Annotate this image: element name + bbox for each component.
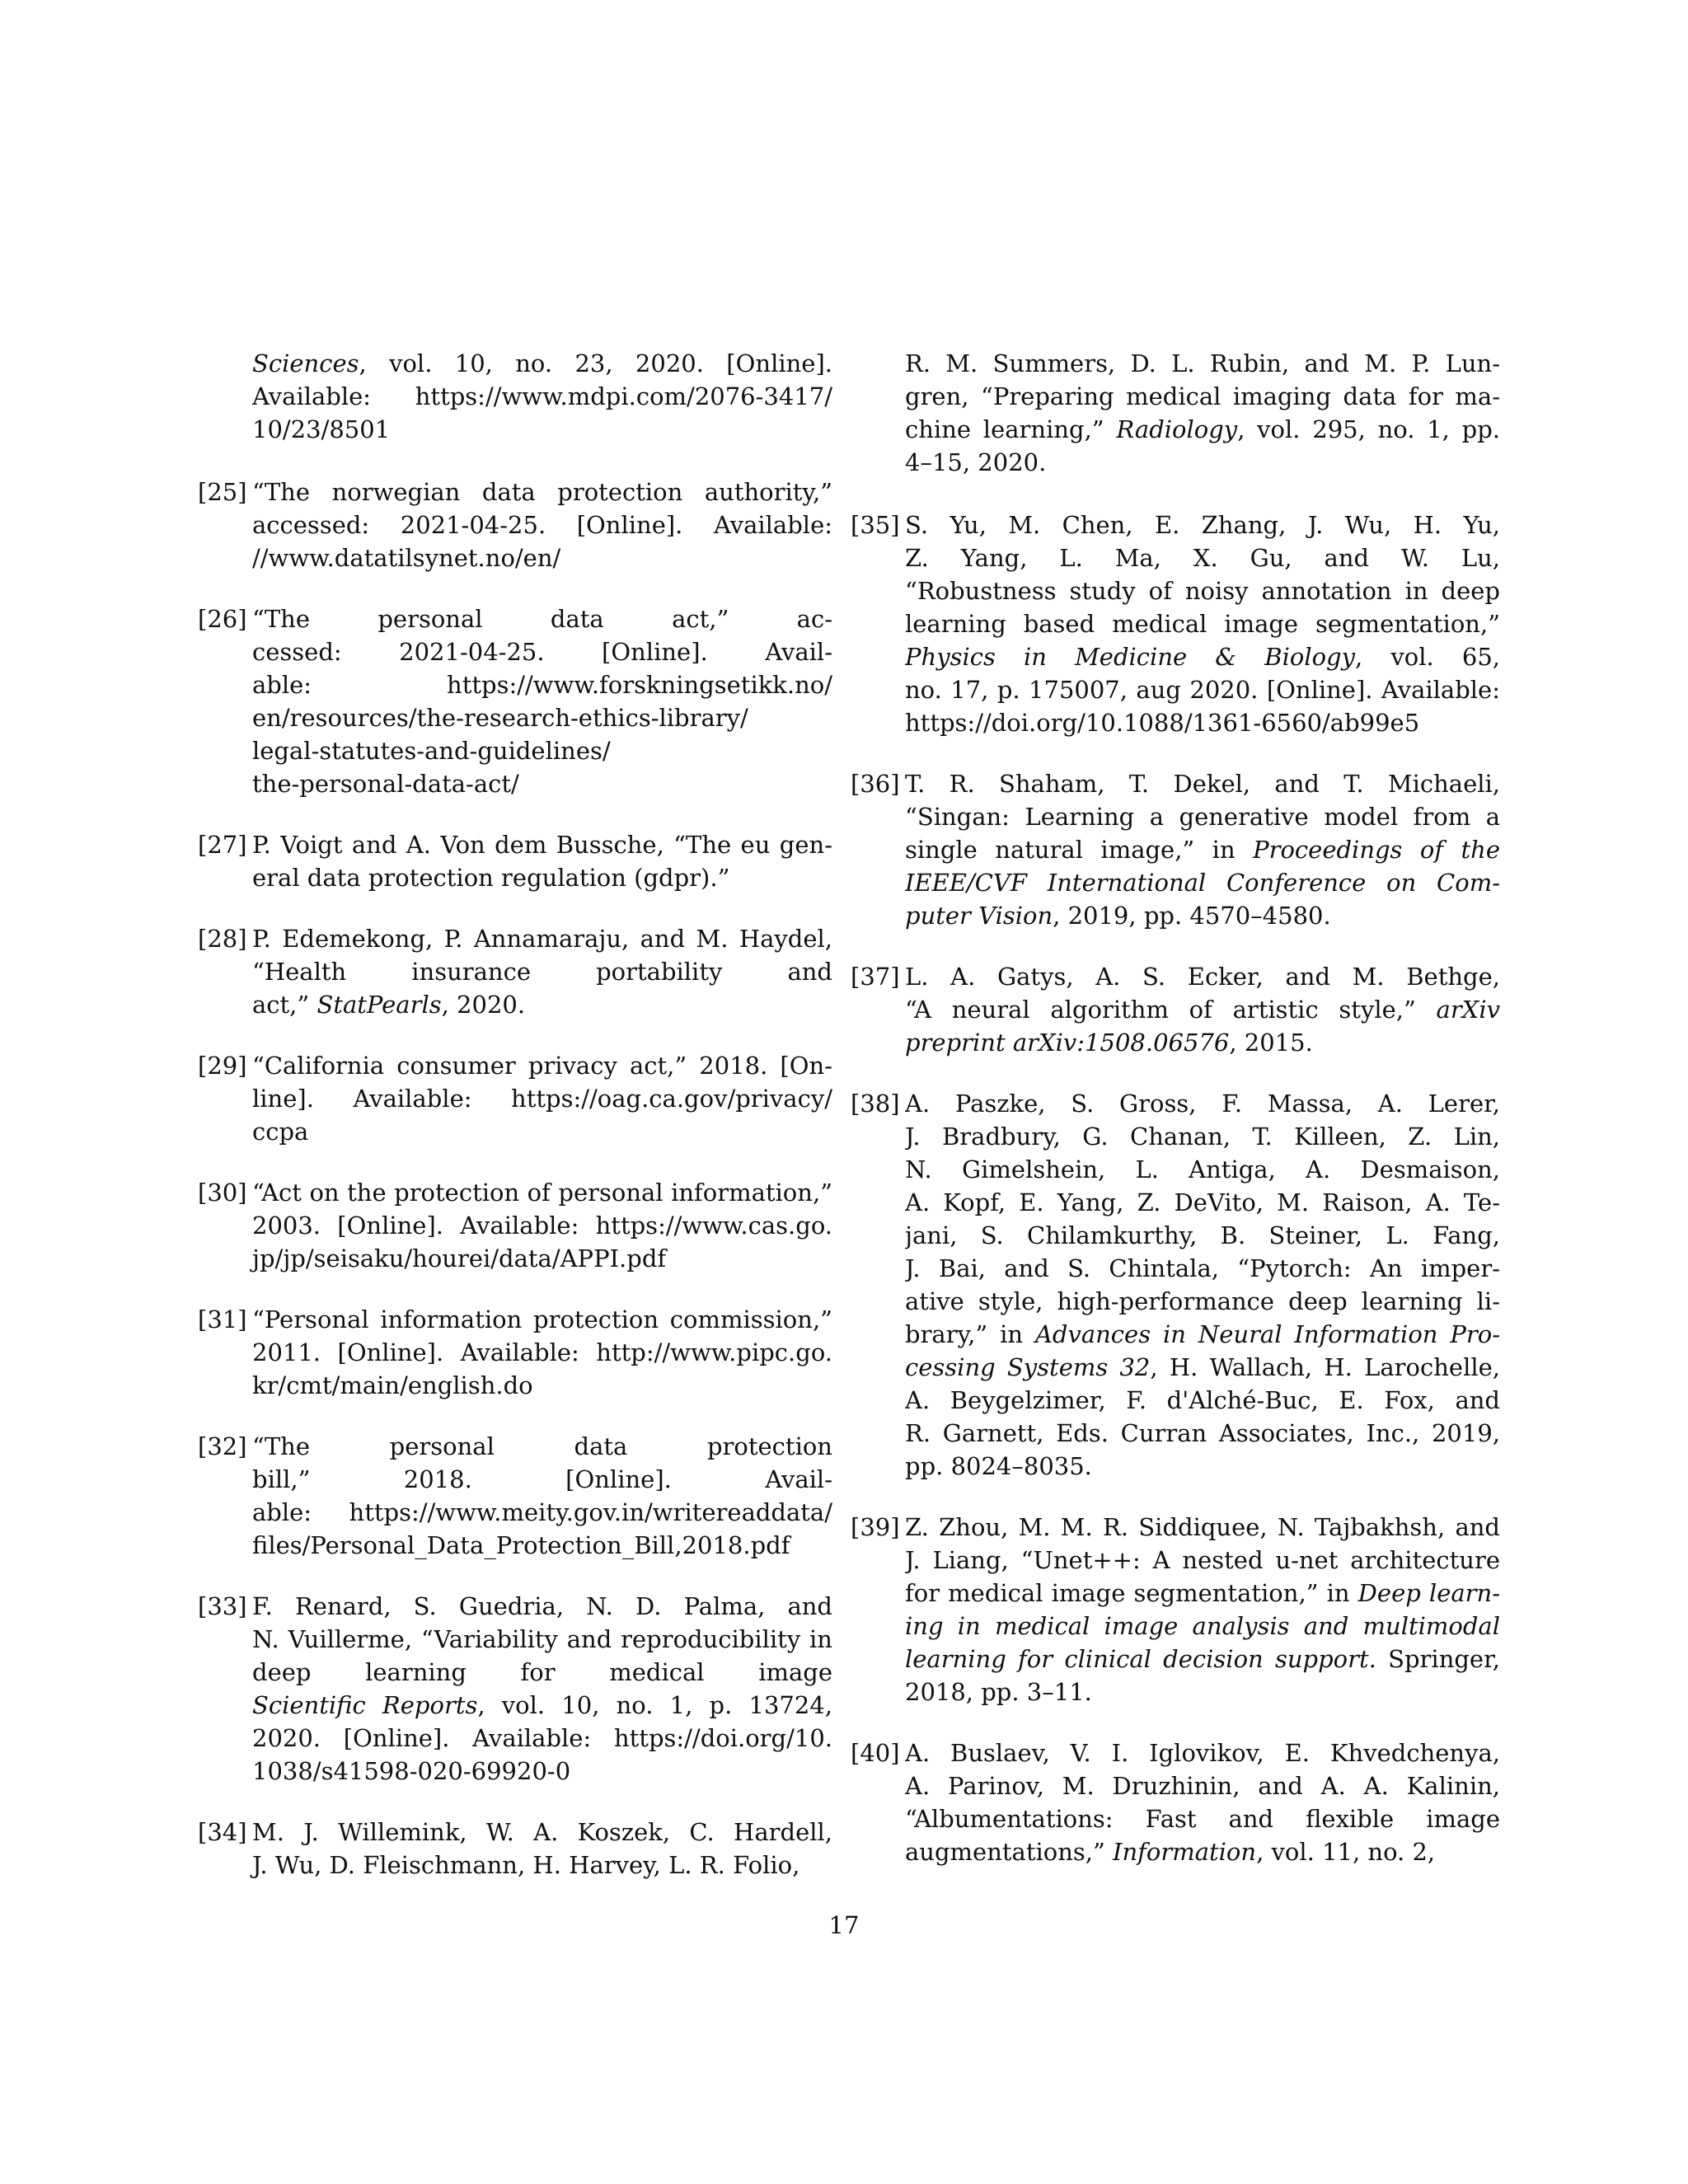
- text: R. Garnett, Eds. Curran Associates, Inc., 2019,: [905, 1419, 1500, 1447]
- reference-entry: [198, 828, 832, 894]
- text: https://doi.org/10.1088/1361-6560/ab99e5: [905, 709, 1420, 737]
- text: ccpa: [252, 1118, 309, 1146]
- reference-line: [905, 1610, 1500, 1643]
- reference-number: [28]: [198, 925, 247, 953]
- reference-line: [252, 347, 832, 380]
- text: 2020. [Online]. Available: https://doi.org/10.: [252, 1724, 832, 1752]
- reference-line: [905, 1153, 1500, 1186]
- text: L. A. Gatys, A. S. Ecker, and M. Bethge,: [905, 963, 1500, 991]
- text: R. M. Summers, D. L. Rubin, and M. P. Lun-: [905, 349, 1500, 377]
- reference-line: [905, 1384, 1500, 1417]
- reference-line: [252, 1849, 832, 1882]
- text: A. Paszke, S. Gross, F. Massa, A. Lerer,: [905, 1090, 1500, 1118]
- reference-number: [34]: [198, 1818, 247, 1846]
- reference-line: [252, 1115, 832, 1148]
- reference-line: [252, 668, 832, 701]
- reference-line: [252, 1755, 832, 1788]
- reference-line: [905, 607, 1500, 640]
- reference-line: [252, 1209, 832, 1242]
- text: J. Bradbury, G. Chanan, T. Killeen, Z. Lin,: [905, 1122, 1500, 1151]
- text: kr/cmt/main/english.do: [252, 1371, 533, 1399]
- reference-entry: [851, 960, 1500, 1059]
- reference-line: [252, 1463, 832, 1496]
- italic-text: Physics in Medicine & Biology: [905, 643, 1356, 671]
- reference-line: [905, 960, 1500, 993]
- reference-number: [27]: [198, 831, 247, 859]
- reference-entry: [851, 767, 1500, 932]
- reference-number: [35]: [851, 511, 900, 539]
- text: able: https://www.meity.gov.in/writereaddata/: [252, 1498, 832, 1526]
- reference-line: [905, 993, 1500, 1026]
- text: for medical image segmentation,” in: [905, 1579, 1358, 1607]
- reference-line: [252, 922, 832, 955]
- reference-line: [252, 955, 832, 988]
- reference-line: [252, 1689, 832, 1722]
- text: 2011. [Online]. Available: http://www.pipc.go.: [252, 1338, 832, 1366]
- reference-line: [252, 1816, 832, 1849]
- reference-number: [33]: [198, 1592, 247, 1620]
- text: act,”: [252, 991, 317, 1019]
- reference-line: [905, 640, 1500, 673]
- reference-line: [905, 1736, 1500, 1769]
- text: brary,” in: [905, 1320, 1035, 1348]
- reference-line: [905, 1417, 1500, 1450]
- reference-line: [252, 602, 832, 635]
- reference-continuation: [198, 347, 832, 446]
- reference-line: [905, 413, 1500, 446]
- reference-number: [40]: [851, 1739, 900, 1767]
- reference-line: [905, 541, 1500, 574]
- reference-number: [30]: [198, 1179, 247, 1207]
- italic-text: arXiv: [1436, 996, 1500, 1024]
- italic-text: StatPearls: [316, 991, 442, 1019]
- text: , H. Wallach, H. Larochelle,: [1150, 1353, 1500, 1381]
- reference-line: [905, 1643, 1500, 1675]
- text: cessed: 2021-04-25. [Online]. Avail-: [252, 638, 832, 666]
- text: F. Renard, S. Guedria, N. D. Palma, and: [252, 1592, 832, 1620]
- reference-line: [252, 413, 832, 446]
- text: M. J. Willemink, W. A. Koszek, C. Hardell,: [252, 1818, 832, 1846]
- reference-line: [252, 767, 832, 800]
- reference-line: [905, 1318, 1500, 1351]
- reference-number: [37]: [851, 963, 900, 991]
- text: A. Parinov, M. Druzhinin, and A. A. Kalinin,: [905, 1772, 1500, 1800]
- reference-line: [252, 1623, 832, 1656]
- reference-line: [252, 1369, 832, 1402]
- text: “Act on the protection of personal information,”: [252, 1179, 832, 1207]
- reference-line: [252, 828, 832, 861]
- reference-line: [905, 1026, 1500, 1059]
- reference-line: [905, 673, 1500, 706]
- reference-line: [905, 446, 1500, 479]
- text: “The personal data act,” ac-: [252, 605, 832, 633]
- reference-line: [252, 1176, 832, 1209]
- text: 4–15, 2020.: [905, 448, 1047, 476]
- text: files/Personal_Data_Protection_Bill,2018.pdf: [252, 1531, 790, 1559]
- reference-entry: [198, 1816, 832, 1882]
- reference-line: [252, 541, 832, 574]
- reference-line: [252, 509, 832, 541]
- text: P. Edemekong, P. Annamaraju, and M. Haydel,: [252, 925, 832, 953]
- reference-entry: [198, 1303, 832, 1402]
- reference-line: [905, 1351, 1500, 1384]
- text: 2018, pp. 3–11.: [905, 1678, 1092, 1706]
- reference-line: [252, 1082, 832, 1115]
- reference-line: [252, 1242, 832, 1275]
- text: A. Kopf, E. Yang, Z. DeVito, M. Raison, A. Te-: [905, 1188, 1500, 1216]
- text: , vol. 295, no. 1, pp.: [1237, 415, 1500, 443]
- text: able: https://www.forskningsetikk.no/: [252, 671, 832, 699]
- text: Z. Zhou, M. M. R. Siddiquee, N. Tajbakhsh, and: [905, 1513, 1500, 1541]
- italic-text: Proceedings of the: [1253, 836, 1500, 864]
- text: eral data protection regulation (gdpr).”: [252, 864, 730, 892]
- italic-text: cessing Systems 32: [905, 1353, 1151, 1381]
- text: “California consumer privacy act,” 2018. [On-: [252, 1052, 832, 1080]
- text: no. 17, p. 175007, aug 2020. [Online]. Available:: [905, 676, 1500, 704]
- reference-line: [905, 1675, 1500, 1708]
- reference-line: [252, 1496, 832, 1529]
- text: gren, “Preparing medical imaging data for ma-: [905, 382, 1500, 410]
- italic-text: puter Vision: [905, 902, 1053, 930]
- text: accessed: 2021-04-25. [Online]. Available:: [252, 511, 832, 539]
- reference-line: [905, 706, 1500, 739]
- text: , 2015.: [1229, 1029, 1313, 1057]
- text: line]. Available: https://oag.ca.gov/privacy/: [252, 1085, 832, 1113]
- text: “The norwegian data protection authority,”: [252, 478, 832, 506]
- text: Available: https://www.mdpi.com/2076-3417/: [252, 382, 832, 410]
- reference-line: [905, 1835, 1500, 1868]
- text: A. Beygelzimer, F. d'Alché-Buc, E. Fox, and: [905, 1386, 1500, 1414]
- reference-number: [29]: [198, 1052, 247, 1080]
- italic-text: Sciences: [252, 349, 359, 377]
- text: augmentations,”: [905, 1838, 1114, 1866]
- text: 2003. [Online]. Available: https://www.cas.go.: [252, 1212, 832, 1240]
- reference-line: [252, 635, 832, 668]
- reference-line: [905, 1087, 1500, 1120]
- reference-continuation: [851, 347, 1500, 479]
- right-column: [851, 347, 1500, 1896]
- reference-entry: [198, 476, 832, 574]
- italic-text: preprint arXiv:1508.06576: [905, 1029, 1230, 1057]
- text: 10/23/8501: [252, 415, 391, 443]
- text: T. R. Shaham, T. Dekel, and T. Michaeli,: [905, 770, 1500, 798]
- text: ative style, high-performance deep learning li-: [905, 1287, 1500, 1315]
- text: jani, S. Chilamkurthy, B. Steiner, L. Fang,: [905, 1221, 1500, 1249]
- italic-text: Deep learn-: [1357, 1579, 1500, 1607]
- reference-line: [252, 1049, 832, 1082]
- text: “Singan: Learning a generative model from a: [905, 803, 1500, 831]
- reference-line: [905, 347, 1500, 380]
- reference-line: [905, 1769, 1500, 1802]
- italic-text: IEEE/CVF International Conference on Com-: [905, 869, 1500, 897]
- reference-line: [905, 767, 1500, 800]
- text: N. Vuillerme, “Variability and reproducibility in: [252, 1625, 832, 1653]
- reference-number: [31]: [198, 1305, 247, 1333]
- text: A. Buslaev, V. I. Iglovikov, E. Khvedchenya,: [905, 1739, 1500, 1767]
- reference-line: [905, 1120, 1500, 1153]
- reference-line: [905, 509, 1500, 541]
- reference-number: [39]: [851, 1513, 900, 1541]
- reference-line: [252, 1529, 832, 1562]
- text: bill,” 2018. [Online]. Avail-: [252, 1465, 832, 1493]
- reference-line: [252, 476, 832, 509]
- text: learning based medical image segmentation,”: [905, 610, 1500, 638]
- reference-number: [38]: [851, 1090, 900, 1118]
- text: “The personal data protection: [252, 1432, 832, 1460]
- text: , 2020.: [441, 991, 526, 1019]
- reference-line: [252, 734, 832, 767]
- reference-line: [252, 988, 832, 1021]
- reference-line: [905, 1802, 1500, 1835]
- reference-entry: [198, 1590, 832, 1788]
- italic-text: learning for clinical decision support.: [905, 1645, 1376, 1673]
- reference-entry: [851, 1736, 1500, 1868]
- text: J. Wu, D. Fleischmann, H. Harvey, L. R. Folio,: [252, 1851, 800, 1879]
- reference-line: [905, 1186, 1500, 1219]
- text: deep learning for medical image: [252, 1658, 832, 1686]
- reference-entry: [198, 922, 832, 1021]
- reference-number: [25]: [198, 478, 247, 506]
- left-column: [198, 347, 832, 1910]
- text: , 2019, pp. 4570–4580.: [1053, 902, 1331, 930]
- reference-line: [905, 1219, 1500, 1252]
- reference-line: [905, 1285, 1500, 1318]
- reference-line: [905, 1577, 1500, 1610]
- reference-line: [252, 1303, 832, 1336]
- text: //www.datatilsynet.no/en/: [252, 544, 561, 572]
- text: legal-statutes-and-guidelines/: [252, 737, 611, 765]
- reference-line: [252, 861, 832, 894]
- italic-text: Advances in Neural Information Pro-: [1034, 1320, 1500, 1348]
- reference-line: [905, 899, 1500, 932]
- page-number: 17: [828, 1911, 860, 1939]
- reference-entry: [851, 509, 1500, 739]
- text: Z. Yang, L. Ma, X. Gu, and W. Lu,: [905, 544, 1500, 572]
- text: the-personal-data-act/: [252, 770, 519, 798]
- reference-line: [905, 574, 1500, 607]
- text: “Health insurance portability and: [252, 958, 832, 986]
- reference-line: [252, 1336, 832, 1369]
- text: J. Bai, and S. Chintala, “Pytorch: An imper-: [905, 1254, 1500, 1282]
- text: N. Gimelshein, L. Antiga, A. Desmaison,: [905, 1155, 1500, 1183]
- reference-line: [905, 1544, 1500, 1577]
- reference-line: [905, 1252, 1500, 1285]
- text: “Albumentations: Fast and flexible image: [905, 1805, 1500, 1833]
- text: “Robustness study of noisy annotation in deep: [905, 577, 1500, 605]
- reference-number: [32]: [198, 1432, 247, 1460]
- reference-line: [905, 1450, 1500, 1483]
- text: chine learning,”: [905, 415, 1117, 443]
- reference-entry: [198, 1430, 832, 1562]
- text: 1038/s41598-020-69920-0: [252, 1757, 571, 1785]
- reference-line: [905, 800, 1500, 833]
- reference-line: [905, 380, 1500, 413]
- reference-line: [905, 1511, 1500, 1544]
- italic-text: ing in medical image analysis and multimodal: [905, 1612, 1500, 1640]
- text: jp/jp/seisaku/hourei/data/APPI.pdf: [252, 1244, 667, 1272]
- text: “A neural algorithm of artistic style,”: [905, 996, 1437, 1024]
- reference-entry: [198, 602, 832, 800]
- reference-line: [252, 1656, 832, 1689]
- reference-line: [252, 380, 832, 413]
- reference-line: [252, 1722, 832, 1755]
- text: , vol. 10, no. 23, 2020. [Online].: [359, 349, 832, 377]
- text: en/resources/the-research-ethics-library/: [252, 704, 748, 732]
- reference-line: [252, 1430, 832, 1463]
- text: “Personal information protection commission,”: [252, 1305, 832, 1333]
- reference-entry: [851, 1511, 1500, 1708]
- text: , vol. 65,: [1355, 643, 1500, 671]
- text: Springer,: [1376, 1645, 1500, 1673]
- text: P. Voigt and A. Von dem Bussche, “The eu gen-: [252, 831, 832, 859]
- reference-entry: [851, 1087, 1500, 1483]
- text: single natural image,” in: [905, 836, 1254, 864]
- text: , vol. 10, no. 1, p. 13724,: [477, 1691, 832, 1719]
- text: pp. 8024–8035.: [905, 1452, 1092, 1480]
- text: , vol. 11, no. 2,: [1256, 1838, 1436, 1866]
- reference-line: [905, 833, 1500, 866]
- reference-number: [26]: [198, 605, 247, 633]
- reference-entry: [198, 1176, 832, 1275]
- reference-line: [252, 1590, 832, 1623]
- italic-text: Scientific Reports: [252, 1691, 478, 1719]
- text: J. Liang, “Unet++: A nested u-net architecture: [905, 1546, 1500, 1574]
- reference-line: [905, 866, 1500, 899]
- italic-text: Information: [1113, 1838, 1257, 1866]
- text: S. Yu, M. Chen, E. Zhang, J. Wu, H. Yu,: [905, 511, 1500, 539]
- reference-number: [36]: [851, 770, 900, 798]
- italic-text: Radiology: [1116, 415, 1238, 443]
- reference-line: [252, 701, 832, 734]
- reference-entry: [198, 1049, 832, 1148]
